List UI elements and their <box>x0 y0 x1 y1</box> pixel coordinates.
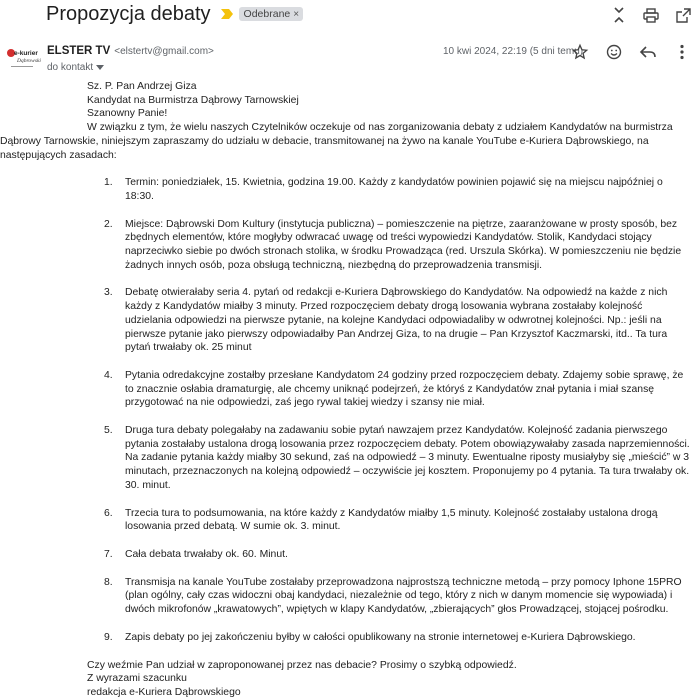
list-item-text: Debatę otwierałaby seria 4. pytań od redakcji e-Kuriera Dąbrowskiego do Kandydatów. Na odpowiedź na każde z nich każdy z Kandydatów miałby 3 minuty. Przed rozpoczęciem debaty drogą losowania wybrana zostałaby kolejność udzielania odpowiedzi na pierwsze pytanie, na kolejne Kandydaci odpowiadaliby w odwrotnej kolejności. Np.: jeśli na pierwsze pytanie jako pierwszy odpowiadałby Pan Andrzej Giza, to na drugie – Pan Krzysztof Kaczmarski, itd.. Ta tura pytań trwałaby ok. 25 minut <box>125 287 668 354</box>
star-button[interactable] <box>570 42 590 62</box>
recipients-toggle[interactable] <box>47 62 104 73</box>
message-date: 10 kwi 2024, 22:19 (5 dni temu) <box>443 46 584 57</box>
open-in-new-icon <box>676 8 691 23</box>
avatar-logo-text: e-kurier <box>14 50 38 57</box>
more-options-button[interactable] <box>672 42 692 62</box>
list-item-number: 2. <box>104 218 113 230</box>
list-item-text: Transmisja na kanale YouTube zostałaby przeprowadzona najprostszą techniczne metodą – przy pomocy Iphone 15PRO (plan ogólny, cały czas widoczni obaj kandydaci, niezależnie od tego, który z nich w danym momencie się wypowiada) i dwóch mikrofonów „krawatowych”, wpiętych w klapy Kandydatów, „zbierających” głos Prowadzącej, stojącej pośrodku. <box>125 576 682 616</box>
recipients-text: do kontakt <box>47 62 94 73</box>
importance-marker-icon[interactable] <box>221 9 233 19</box>
closing-line: redakcja e-Kuriera Dąbrowskiego <box>87 686 241 698</box>
list-item-number: 6. <box>104 507 113 519</box>
message-actions <box>570 42 692 62</box>
list-item <box>104 286 691 355</box>
list-item <box>104 576 691 617</box>
list-item <box>104 176 691 203</box>
remove-label-button[interactable]: × <box>293 8 300 20</box>
list-item-number: 8. <box>104 576 113 588</box>
closing-line: Z wyrazami szacunku <box>87 673 187 685</box>
list-item-number: 7. <box>104 548 113 560</box>
list-item-text: Cała debata trwałaby ok. 60. Minut. <box>125 548 288 560</box>
closing-line: Czy weźmie Pan udział w zaproponowanej przez nas debacie? Prosimy o szybką odpowiedź. <box>87 659 517 671</box>
star-icon <box>572 44 588 60</box>
list-item <box>104 369 691 410</box>
list-item <box>104 507 691 534</box>
list-item-number: 9. <box>104 631 113 643</box>
list-item-number: 1. <box>104 177 113 189</box>
list-item <box>104 548 691 562</box>
message-body <box>0 80 691 700</box>
collapse-all-button[interactable] <box>608 6 630 24</box>
open-in-new-window-button[interactable] <box>672 6 694 24</box>
sender-email: <elstertv@gmail.com> <box>114 46 214 57</box>
collapse-icon <box>612 7 626 23</box>
subject-row <box>46 2 303 26</box>
email-subject: Propozycja debaty <box>46 2 211 25</box>
intro-paragraph: W związku z tym, że wielu naszych Czytelników oczekuje od nas zorganizowania debaty z udziałem Kandydatów na burmistrza Dąbrowy Tarnowskie, niniejszym zapraszamy do udziału w debacie, transmitowanej na żywo na kanale YouTube e-Kuriera Dąbrowskiego, na następujących zasadach: <box>0 122 673 161</box>
list-item-text: Miejsce: Dąbrowski Dom Kultury (instytucja publiczna) – pomieszczenie na piętrze, zaaranżowane w prosty sposób, bez zbędnych elementów, które mogłyby odwracać uwagę od treści wypowiedzi Kandydatów. Stolik, Kandydaci stojący naprzeciwko siebie po dwóch stronach stolika, w środku Prowadząca (red. Urszula Skórka). W pomieszczeniu nie będzie żadnych innych osób, poza obsługą techniczną, niezbędną do przeprowadzenia transmisji. <box>125 218 682 271</box>
sender-avatar[interactable] <box>6 45 41 73</box>
inbox-label-text: Odebrane <box>243 8 291 20</box>
list-item-number: 5. <box>104 425 113 437</box>
reply-icon <box>640 45 656 59</box>
thread-actions <box>608 6 694 24</box>
list-item-text: Trzecia tura to podsumowania, na które każdy z Kandydatów miałby 1,5 minuty. Kolejność zostałaby ustalona drogą losowania przed debatą. W sumie ok. 3. minut. <box>125 507 658 533</box>
list-item-text: Zapis debaty po jej zakończeniu byłby w całości opublikowany na stronie internetowej e-Kuriera Dąbrowskiego. <box>125 631 636 643</box>
sender-line <box>47 45 214 57</box>
add-reaction-button[interactable] <box>604 42 624 62</box>
list-item-number: 3. <box>104 287 113 299</box>
sender-name[interactable]: ELSTER TV <box>47 45 111 57</box>
list-item-number: 4. <box>104 369 113 381</box>
reply-button[interactable] <box>638 42 658 62</box>
print-icon <box>643 8 659 23</box>
salutation-line: Szanowny Panie! <box>87 108 168 120</box>
avatar-logo-sub: Dąbrowski <box>17 58 41 64</box>
chevron-down-icon <box>96 65 104 71</box>
list-item-text: Druga tura debaty polegałaby na zadawaniu sobie pytań nawzajem przez Kandydatów. Kolejność zadania pierwszego pytania zostałaby ustalona drogą losowania przez rozpoczęciem debaty. Potem obowiązywałaby zasada naprzemienności. Na zadanie pytania każdy miałby 30 sekund, zaś na odpowiedź – 3 minuty. Ewentualne riposty musiałyby się „mieścić” w 3 minutach, przeznaczonych na kolejną odpowiedź – oczywiście jej kosztem. Proponujemy po 4 pytania. Ta tura trwałaby ok. 30. minut. <box>125 425 690 491</box>
salutation-line: Kandydat na Burmistrza Dąbrowy Tarnowskiej <box>87 94 299 106</box>
list-item <box>104 424 691 493</box>
list-item <box>104 218 691 273</box>
list-item-text: Termin: poniedziałek, 15. Kwietnia, godzina 19.00. Każdy z kandydatów powinien pojawić się na miejscu najpóźniej o 18:30. <box>125 177 663 202</box>
list-item-text: Pytania odredakcyjne zostałby przesłane Kandydatom 24 godziny przed rozpoczęciem debaty. Zdajemy sobie sprawę, że to znacznie osłabia dramaturgię, ale chcemy uniknąć podejrzeń, że któryś z Kandydatów znał pytania i miał szansę przygotować na nie odpowiedzi, zaś jego rywal takiej wiedzy i szansy nie miał. <box>125 369 684 409</box>
list-item <box>104 631 691 645</box>
more-vertical-icon <box>679 44 685 60</box>
print-button[interactable] <box>640 6 662 24</box>
inbox-label-chip[interactable] <box>239 7 304 21</box>
emoji-icon <box>606 44 622 60</box>
salutation-line: Sz. P. Pan Andrzej Giza <box>87 81 197 92</box>
